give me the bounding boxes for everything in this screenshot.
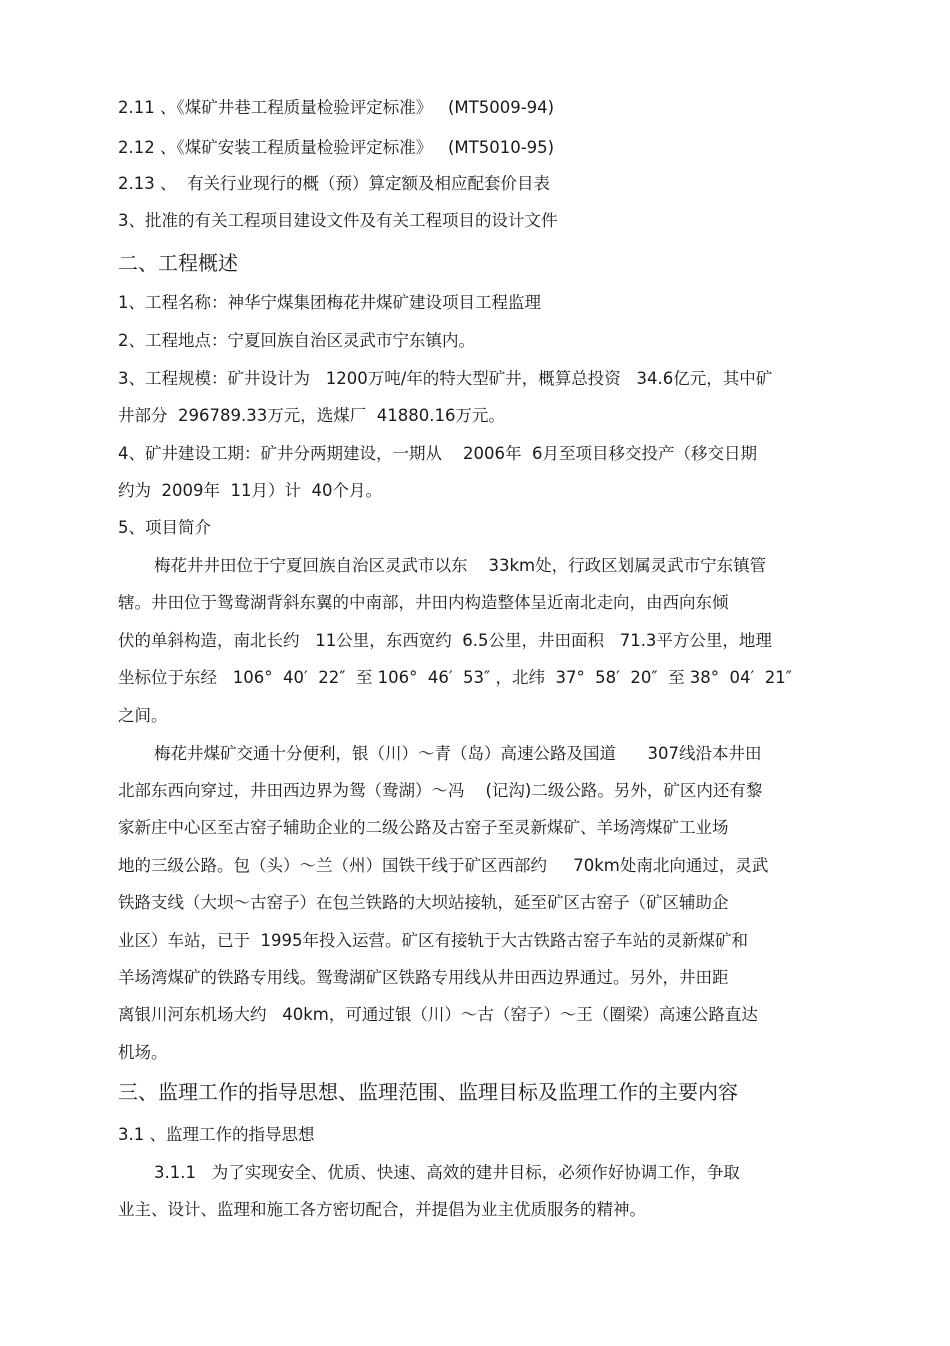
- section-heading-supervision: 三、监理工作的指导思想、监理范围、监理目标及监理工作的主要内容: [118, 1080, 738, 1104]
- intro-paragraph1-line2: 辖。井田位于鸳鸯湖背斜东翼的中南部，井田内构造整体呈近南北走向，由西向东倾: [118, 593, 729, 612]
- paragraph-3-1-1-line2: 业主、设计、监理和施工各方密切配合，并提倡为业主优质服务的精神。: [118, 1200, 646, 1219]
- item-approved-documents: 3、批准的有关工程项目建设文件及有关工程项目的设计文件: [118, 211, 558, 230]
- intro-paragraph2-line9: 机场。: [118, 1043, 168, 1062]
- intro-paragraph1-line1: 梅花井井田位于宁夏回族自治区灵武市以东 33km处，行政区划属灵武市宁东镇管: [154, 556, 767, 575]
- reference-2-12: 2.12 、《煤矿安装工程质量检验评定标准》 (MT5010-95): [118, 138, 555, 157]
- intro-paragraph1-line5: 之间。: [118, 706, 168, 725]
- intro-paragraph2-line5: 铁路支线（大坝～古窑子）在包兰铁路的大坝站接轨，延至矿区古窑子（矿区辅助企: [118, 893, 729, 912]
- overview-project-scale-line2: 井部分 296789.33万元，选煤厂 41880.16万元。: [118, 406, 505, 425]
- overview-project-intro-label: 5、项目简介: [118, 518, 211, 537]
- paragraph-3-1-1-line1: 3.1.1 为了实现安全、优质、快速、高效的建井目标，必须作好协调工作，争取: [154, 1163, 740, 1182]
- section-heading-overview: 二、工程概述: [118, 251, 238, 275]
- reference-2-13: 2.13 、 有关行业现行的概（预）算定额及相应配套价目表: [118, 174, 550, 193]
- overview-project-scale-line1: 3、工程规模：矿井设计为 1200万吨/年的特大型矿井，概算总投资 34.6亿元，其中矿: [118, 369, 773, 388]
- subsection-3-1-heading: 3.1 、监理工作的指导思想: [118, 1125, 315, 1144]
- intro-paragraph2-line3: 家新庄中心区至古窑子辅助企业的二级公路及古窑子至灵新煤矿、羊场湾煤矿工业场: [118, 818, 729, 837]
- intro-paragraph2-line4: 地的三级公路。包（头）～兰（州）国铁干线于矿区西部约 70km处南北向通过，灵武: [118, 856, 769, 875]
- reference-2-11: 2.11 、《煤矿井巷工程质量检验评定标准》 (MT5009-94): [118, 98, 555, 117]
- intro-paragraph2-line8: 离银川河东机场大约 40km，可通过银（川）～古（窑子）～王（圈梁）高速公路直达: [118, 1005, 758, 1024]
- overview-construction-period-line2: 约为 2009年 11月）计 40个月。: [118, 481, 382, 500]
- overview-construction-period-line1: 4、矿井建设工期：矿井分两期建设，一期从 2006年 6月至项目移交投产（移交日期: [118, 444, 757, 463]
- intro-paragraph1-line4: 坐标位于东经 106° 40′ 22″ 至 106° 46′ 53″ ，北纬 37° 58′ 20″ 至 38° 04′ 21″: [118, 668, 792, 687]
- intro-paragraph1-line3: 伏的单斜构造，南北长约 11公里，东西宽约 6.5公里，井田面积 71.3平方公里，地理: [118, 631, 772, 650]
- overview-project-name: 1、工程名称：神华宁煤集团梅花井煤矿建设项目工程监理: [118, 293, 541, 312]
- overview-project-location: 2、工程地点：宁夏回族自治区灵武市宁东镇内。: [118, 331, 475, 350]
- intro-paragraph2-line7: 羊场湾煤矿的铁路专用线。鸳鸯湖矿区铁路专用线从井田西边界通过。另外，井田距: [118, 968, 729, 987]
- intro-paragraph2-line1: 梅花井煤矿交通十分便利，银（川）～青（岛）高速公路及国道 307线沿本井田: [154, 744, 762, 763]
- intro-paragraph2-line2: 北部东西向穿过，井田西边界为鸳（鸯湖）～冯 (记沟)二级公路。另外，矿区内还有黎: [118, 781, 763, 800]
- intro-paragraph2-line6: 业区）车站，已于 1995年投入运营。矿区有接轨于大古铁路古窑子车站的灵新煤矿和: [118, 931, 748, 950]
